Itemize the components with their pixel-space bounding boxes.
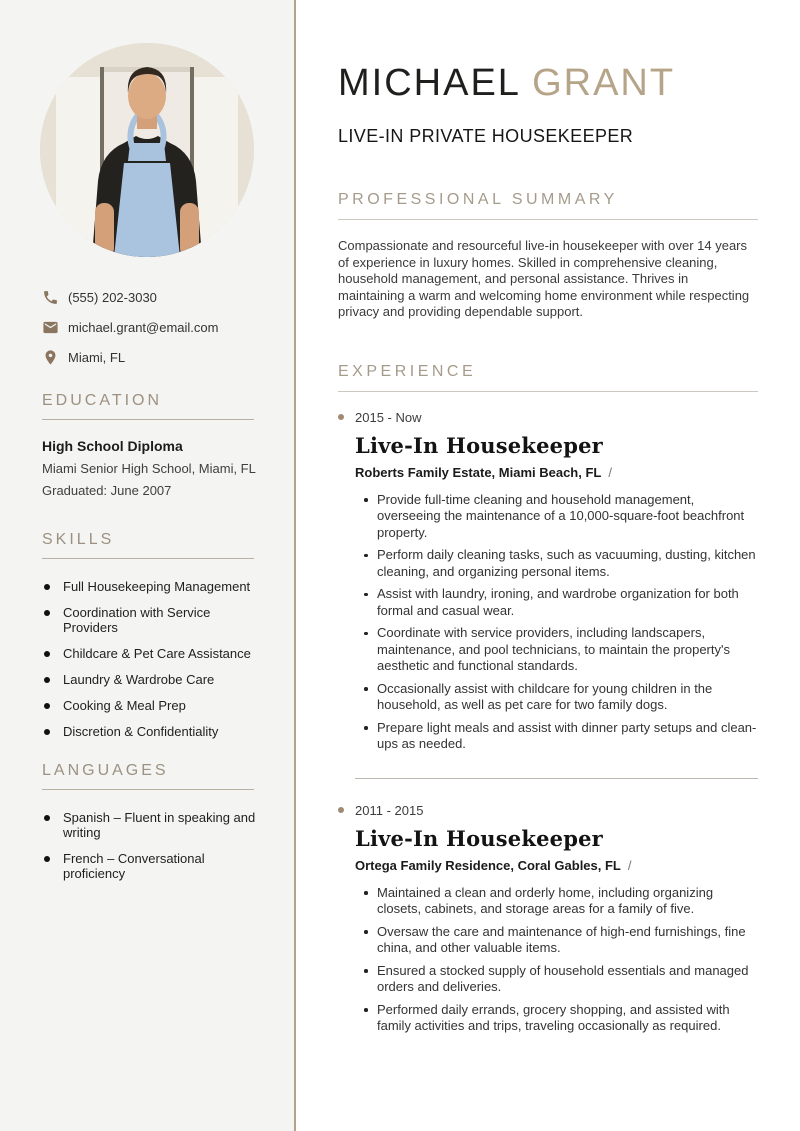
job-company-row (355, 465, 758, 480)
job-divider (355, 778, 758, 779)
main-column (338, 0, 758, 1041)
contact-email (42, 319, 266, 336)
experience-entry (355, 410, 758, 753)
job-bullet-list (355, 885, 758, 1035)
education-heading: EDUCATION (42, 392, 254, 420)
job-bullet: Provide full-time cleaning and household management, overseeing the maintenance of a 10,000-square-foot beachfront property. (355, 492, 758, 542)
sidebar (0, 0, 296, 1131)
summary-text: Compassionate and resourceful live-in housekeeper with over 14 years of experience in luxury homes. Skilled in comprehensive cleaning, household management, and personal assistance. Thrives in maintaining a warm and welcoming home environment while respecting privacy and providing dependable support. (338, 238, 750, 319)
company-separator: / (627, 857, 632, 873)
job-company-row (355, 858, 758, 873)
job-title: Live-In Housekeeper (355, 825, 603, 851)
contact-list (42, 289, 266, 366)
job-title: Live-In Housekeeper (355, 432, 603, 458)
education-graduated: Graduated: June 2007 (42, 483, 172, 498)
languages-section (42, 762, 266, 881)
experience-section (338, 363, 758, 1035)
languages-list (42, 810, 266, 881)
job-bullet: Perform daily cleaning tasks, such as vacuuming, dusting, kitchen cleaning, and organizing personal items. (355, 547, 758, 580)
profile-photo-illustration (40, 43, 254, 257)
job-company: Ortega Family Residence, Coral Gables, FL (355, 857, 621, 873)
skills-list (42, 579, 266, 739)
languages-heading: LANGUAGES (42, 762, 254, 790)
education-section (42, 392, 266, 498)
job-bullet: Assist with laundry, ironing, and wardrobe organization for both formal and casual wear. (355, 586, 758, 619)
job-dates-row (355, 410, 758, 425)
skills-section (42, 531, 266, 739)
job-dates-row (355, 803, 758, 818)
job-bullet: Occasionally assist with childcare for young children in the household, as well as pet care for two family dogs. (355, 681, 758, 714)
phone-number: (555) 202-3030 (68, 290, 157, 305)
experience-heading: EXPERIENCE (338, 363, 758, 392)
language-item: Spanish – Fluent in speaking and writing (42, 810, 266, 840)
email-icon (42, 319, 59, 336)
location-icon (42, 349, 59, 366)
job-bullet: Maintained a clean and orderly home, including organizing closets, cabinets, and storage areas for a family of five. (355, 885, 758, 918)
skill-item: Coordination with Service Providers (42, 605, 266, 635)
phone-icon (42, 289, 59, 306)
company-separator: / (608, 464, 612, 480)
summary-section (338, 191, 758, 321)
job-role-title: LIVE-IN PRIVATE HOUSEKEEPER (338, 126, 634, 146)
job-bullet: Ensured a stocked supply of household essentials and managed orders and deliveries. (355, 963, 758, 996)
job-bullet: Oversaw the care and maintenance of high-end furnishings, fine china, and other valuable items. (355, 924, 758, 957)
job-dates: 2011 - 2015 (355, 802, 424, 818)
skill-item: Laundry & Wardrobe Care (42, 672, 266, 687)
email-address: michael.grant@email.com (68, 320, 219, 335)
skill-item: Discretion & Confidentiality (42, 724, 266, 739)
job-company: Roberts Family Estate, Miami Beach, FL (355, 464, 602, 480)
experience-entry (355, 803, 758, 1035)
date-bullet-icon (338, 807, 344, 813)
job-bullet: Performed daily errands, grocery shopping, and assisted with family activities and trips, traveling occasionally as required. (355, 1002, 758, 1035)
summary-heading: PROFESSIONAL SUMMARY (338, 191, 758, 220)
profile-photo (40, 43, 254, 257)
language-item: French – Conversational proficiency (42, 851, 266, 881)
job-bullet: Coordinate with service providers, including landscapers, maintenance, and pool technicians, to maintain the property's aesthetic and functional standards. (355, 625, 758, 675)
contact-location (42, 349, 266, 366)
skills-heading: SKILLS (42, 531, 254, 559)
skill-item: Full Housekeeping Management (42, 579, 266, 594)
skill-item: Cooking & Meal Prep (42, 698, 266, 713)
skill-item: Childcare & Pet Care Assistance (42, 646, 266, 661)
job-bullet: Prepare light meals and assist with dinner party setups and clean-ups as needed. (355, 720, 758, 753)
person-name (338, 62, 758, 105)
job-dates: 2015 - Now (355, 409, 422, 425)
location-text: Miami, FL (68, 350, 126, 365)
education-degree: High School Diploma (42, 438, 183, 454)
first-name: MICHAEL (338, 62, 520, 104)
education-school: Miami Senior High School, Miami, FL (42, 461, 256, 476)
date-bullet-icon (338, 414, 344, 420)
last-name: GRANT (532, 62, 676, 104)
job-bullet-list (355, 492, 758, 753)
contact-phone (42, 289, 266, 306)
